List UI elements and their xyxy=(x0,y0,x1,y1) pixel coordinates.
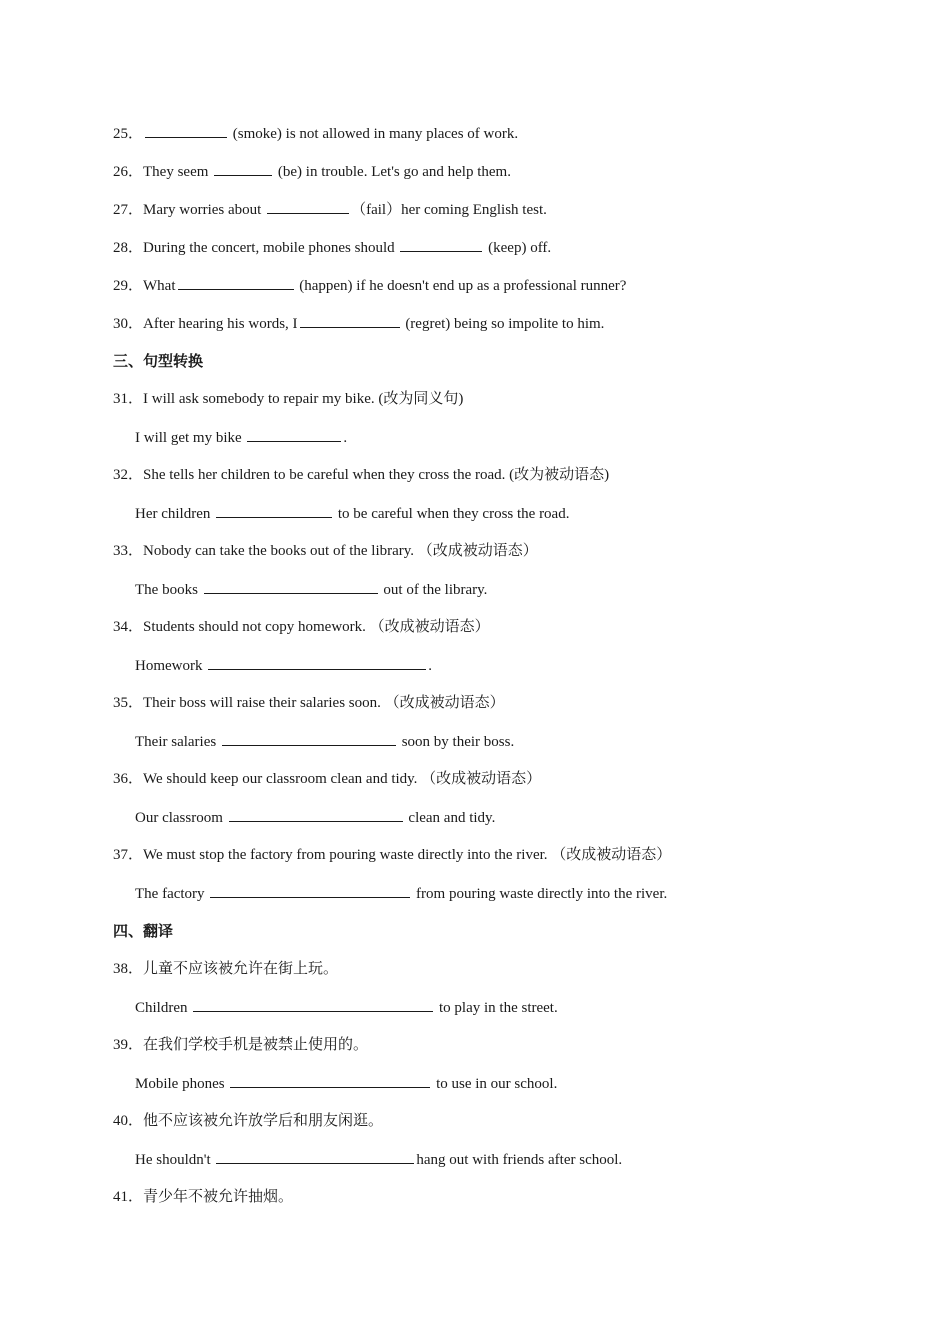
question-number: 32． xyxy=(113,467,144,483)
answer-line-40 xyxy=(135,1149,622,1170)
answer-blank[interactable] xyxy=(214,161,272,176)
question-text: We should keep our classroom clean and tidy. （改成被动语态） xyxy=(143,771,542,787)
answer-blank[interactable] xyxy=(216,503,332,518)
question-number: 36． xyxy=(113,771,144,787)
question-text: (smoke) is not allowed in many places of work. xyxy=(232,126,519,142)
answer-blank[interactable] xyxy=(208,655,426,670)
answer-line-34 xyxy=(135,655,432,676)
question-text: （fail）her coming English test. xyxy=(351,202,547,218)
question-text: She tells her children to be careful when they cross the road. (改为被动语态) xyxy=(143,467,610,483)
question-number: 35． xyxy=(113,695,144,711)
answer-blank[interactable] xyxy=(204,579,378,594)
question-38 xyxy=(113,959,338,979)
question-26 xyxy=(113,161,511,182)
question-text: Nobody can take the books out of the library. （改成被动语态） xyxy=(143,543,538,559)
answer-line-37 xyxy=(135,883,667,904)
question-number: 37． xyxy=(113,847,144,863)
section-heading: 三、句型转换 xyxy=(113,352,204,370)
answer-line-39 xyxy=(135,1073,557,1094)
question-number: 26． xyxy=(113,164,144,180)
answer-line-32 xyxy=(135,503,569,524)
question-text: During the concert, mobile phones should xyxy=(143,240,395,256)
question-text: They seem xyxy=(143,164,209,180)
answer-prefix: Her children xyxy=(135,506,211,522)
section-heading: 四、翻译 xyxy=(113,922,174,940)
question-33 xyxy=(113,541,538,561)
answer-suffix: clean and tidy. xyxy=(408,810,496,826)
question-31 xyxy=(113,389,463,409)
answer-blank[interactable] xyxy=(300,313,400,328)
answer-suffix: to play in the street. xyxy=(439,1000,558,1016)
answer-prefix: Children xyxy=(135,1000,188,1016)
question-37 xyxy=(113,845,671,865)
answer-blank[interactable] xyxy=(145,123,227,138)
question-text: We must stop the factory from pouring waste directly into the river. （改成被动语态） xyxy=(143,847,672,863)
answer-prefix: The factory xyxy=(135,886,205,902)
question-text: What xyxy=(143,278,176,294)
answer-line-35 xyxy=(135,731,514,752)
answer-blank[interactable] xyxy=(267,199,349,214)
question-34 xyxy=(113,617,490,637)
question-number: 38． xyxy=(113,961,144,977)
question-text: Mary worries about xyxy=(143,202,262,218)
answer-suffix: soon by their boss. xyxy=(401,734,515,750)
answer-blank[interactable] xyxy=(193,997,433,1012)
question-number: 41． xyxy=(113,1189,144,1205)
answer-blank[interactable] xyxy=(400,237,482,252)
question-number: 34． xyxy=(113,619,144,635)
answer-prefix: Our classroom xyxy=(135,810,223,826)
answer-blank[interactable] xyxy=(229,807,403,822)
question-number: 27． xyxy=(113,202,144,218)
question-25 xyxy=(113,123,518,144)
question-number: 31． xyxy=(113,391,144,407)
question-text: (be) in trouble. Let's go and help them. xyxy=(277,164,511,180)
answer-prefix: He shouldn't xyxy=(135,1152,211,1168)
question-29 xyxy=(113,275,626,296)
answer-prefix: Mobile phones xyxy=(135,1076,225,1092)
question-text: (happen) if he doesn't end up as a professional runner? xyxy=(299,278,627,294)
question-40 xyxy=(113,1111,383,1131)
answer-prefix: The books xyxy=(135,582,198,598)
answer-blank[interactable] xyxy=(216,1149,414,1164)
question-text: After hearing his words, I xyxy=(143,316,298,332)
answer-blank[interactable] xyxy=(230,1073,430,1088)
question-text: (keep) off. xyxy=(488,240,552,256)
question-text: Their boss will raise their salaries soon. （改成被动语态） xyxy=(143,695,505,711)
answer-blank[interactable] xyxy=(247,427,341,442)
question-number: 33． xyxy=(113,543,144,559)
question-41 xyxy=(113,1187,293,1207)
answer-line-36 xyxy=(135,807,495,828)
question-27 xyxy=(113,199,547,220)
answer-prefix: I will get my bike xyxy=(135,430,242,446)
answer-suffix: from pouring waste directly into the river. xyxy=(416,886,668,902)
answer-prefix: Their salaries xyxy=(135,734,217,750)
question-39 xyxy=(113,1035,368,1055)
question-number: 28． xyxy=(113,240,144,256)
answer-suffix: to use in our school. xyxy=(436,1076,558,1092)
question-number: 40． xyxy=(113,1113,144,1129)
question-number: 30． xyxy=(113,316,144,332)
question-36 xyxy=(113,769,541,789)
answer-suffix: . xyxy=(428,658,432,674)
answer-line-33 xyxy=(135,579,487,600)
answer-blank[interactable] xyxy=(178,275,294,290)
answer-blank[interactable] xyxy=(222,731,396,746)
answer-suffix: hang out with friends after school. xyxy=(416,1152,623,1168)
answer-prefix: Homework xyxy=(135,658,203,674)
question-text: Students should not copy homework. （改成被动语态） xyxy=(143,619,490,635)
question-number: 29． xyxy=(113,278,144,294)
question-32 xyxy=(113,465,609,485)
answer-blank[interactable] xyxy=(210,883,410,898)
question-30 xyxy=(113,313,604,334)
question-text: 在我们学校手机是被禁止使用的。 xyxy=(143,1037,369,1053)
answer-suffix: to be careful when they cross the road. xyxy=(337,506,570,522)
answer-line-31 xyxy=(135,427,347,448)
question-text: 儿童不应该被允许在街上玩。 xyxy=(143,961,339,977)
answer-suffix: . xyxy=(343,430,348,446)
answer-line-38 xyxy=(135,997,558,1018)
question-35 xyxy=(113,693,505,713)
question-text: I will ask somebody to repair my bike. (改为同义句) xyxy=(143,391,464,407)
question-28 xyxy=(113,237,551,258)
answer-suffix: out of the library. xyxy=(383,582,488,598)
question-number: 25． xyxy=(113,126,144,142)
question-number: 39． xyxy=(113,1037,144,1053)
question-text: 青少年不被允许抽烟。 xyxy=(143,1189,294,1205)
question-text: (regret) being so impolite to him. xyxy=(405,316,605,332)
question-text: 他不应该被允许放学后和朋友闲逛。 xyxy=(143,1113,384,1129)
